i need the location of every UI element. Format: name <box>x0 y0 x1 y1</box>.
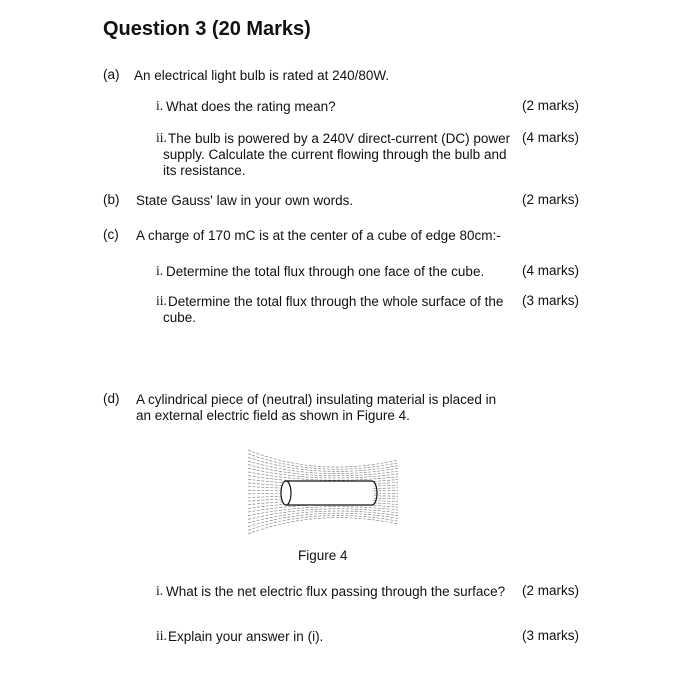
part-d-i-marks: (2 marks) <box>522 583 579 598</box>
part-a-ii-num: ii. <box>156 130 167 145</box>
field-line <box>248 511 398 523</box>
part-c-text: A charge of 170 mC is at the center of a cube of edge 80cm:- <box>136 228 501 243</box>
part-b-text: State Gauss' law in your own words. <box>136 193 354 208</box>
part-d-line2: an external electric field as shown in Figure 4. <box>136 408 410 423</box>
cylinder-shape <box>281 481 377 505</box>
part-a-ii-line3: its resistance. <box>163 163 246 178</box>
part-a-ii-marks: (4 marks) <box>522 130 579 145</box>
part-a-i-text: What does the rating mean? <box>166 99 336 114</box>
part-c-ii-line1: Determine the total flux through the whole surface of the <box>168 294 504 309</box>
field-line <box>248 518 398 534</box>
part-c-ii-marks: (3 marks) <box>522 293 579 308</box>
part-a-label: (a) <box>103 67 120 82</box>
part-a-ii-line2: supply. Calculate the current flowing through the bulb and <box>163 147 507 162</box>
question-title: Question 3 (20 Marks) <box>103 18 311 40</box>
field-line <box>248 457 398 471</box>
part-d-i-num: i. <box>156 583 164 598</box>
part-d-ii-num: ii. <box>156 628 167 643</box>
part-d-ii-marks: (3 marks) <box>522 628 579 643</box>
part-c-ii-line2: cube. <box>163 310 197 325</box>
part-c-i-text: Determine the total flux through one face of the cube. <box>166 264 485 279</box>
part-a-text: An electrical light bulb is rated at 240/80W. <box>134 68 390 83</box>
part-a-ii-line1: The bulb is powered by a 240V direct-current (DC) power <box>168 131 511 146</box>
part-a-i-num: i. <box>156 98 164 113</box>
part-d-ii-text: Explain your answer in (i). <box>168 629 324 644</box>
part-c-i-marks: (4 marks) <box>522 263 579 278</box>
part-b-label: (b) <box>103 192 120 207</box>
part-c-i-num: i. <box>156 263 164 278</box>
part-a-i-marks: (2 marks) <box>522 98 579 113</box>
field-line <box>248 450 398 467</box>
field-line <box>248 461 398 474</box>
part-d-line1: A cylindrical piece of (neutral) insulating material is placed in <box>136 392 497 407</box>
field-line <box>248 465 398 476</box>
part-c-ii-num: ii. <box>156 293 167 308</box>
figure-caption: Figure 4 <box>298 548 348 563</box>
part-c-label: (c) <box>103 227 119 242</box>
part-b-marks: (2 marks) <box>522 192 579 207</box>
part-d-i-text: What is the net electric flux passing through the surface? <box>166 584 506 599</box>
part-d-label: (d) <box>103 391 120 406</box>
figure-4-electric-field-diagram <box>248 448 400 536</box>
field-line <box>248 513 398 527</box>
